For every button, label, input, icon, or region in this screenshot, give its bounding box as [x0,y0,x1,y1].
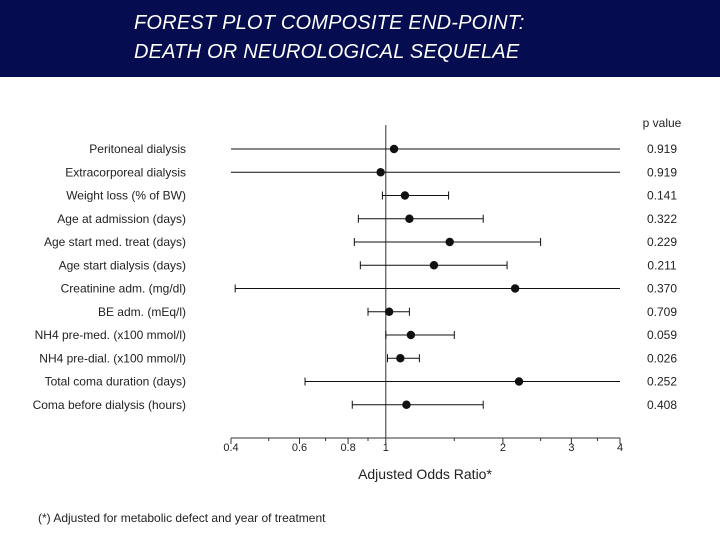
odds-ratio-point [446,238,454,246]
slide-title-line-1: FOREST PLOT COMPOSITE END-POINT: [134,12,525,34]
row-label: Coma before dialysis (hours) [32,397,186,412]
row-label: Peritoneal dialysis [89,142,186,156]
forest-row [59,258,677,272]
forest-row [45,375,678,389]
forest-row [33,398,678,412]
row-label: Extracorporeal dialysis [65,165,186,180]
footnote: (*) Adjusted for metabolic defect and year of treatment [38,511,326,525]
row-label: BE adm. (mEq/l) [97,304,186,319]
row-label: Creatinine adm. (mg/dl) [60,281,186,296]
plot-rows [33,142,678,412]
odds-ratio-point [376,168,384,176]
row-label: NH4 pre-med. (x100 mmol/l) [34,328,186,342]
forest-row [89,142,677,156]
p-value: 0.322 [646,211,678,226]
x-tick-label: 0.8 [340,442,356,454]
x-tick-label: 0.4 [223,442,239,454]
odds-ratio-point [385,308,393,316]
pvalue-header: p value [642,116,682,130]
odds-ratio-point [430,261,438,269]
odds-ratio-point [402,401,410,409]
x-tick-label: 1 [382,442,389,454]
forest-row [66,189,677,203]
p-value: 0.211 [647,258,677,273]
p-value: 0.059 [646,328,678,342]
forest-row [57,212,677,226]
odds-ratio-point [390,145,398,153]
odds-ratio-point [407,331,415,339]
x-axis-label: Adjusted Odds Ratio* [358,466,492,482]
p-value: 0.141 [646,188,678,203]
p-value: 0.919 [646,142,678,156]
odds-ratio-point [515,377,523,385]
forest-row [61,282,678,296]
odds-ratio-point [405,215,413,223]
row-label: NH4 pre-dial. (x100 mmol/l) [39,351,186,366]
x-tick-label: 0.6 [291,442,308,454]
p-value: 0.026 [646,351,678,366]
slide-title-line-2: DEATH OR NEUROLOGICAL SEQUELAE [134,41,520,63]
row-label: Total coma duration (days) [44,374,186,389]
odds-ratio-point [396,354,404,362]
row-label: Age at admission (days) [57,211,186,226]
x-tick-label: 3 [568,442,575,454]
odds-ratio-point [401,191,409,199]
x-tick-label: 4 [616,442,624,454]
p-value: 0.252 [646,374,678,389]
p-value: 0.370 [646,281,678,296]
forest-row [98,305,677,319]
forest-row [39,351,677,365]
p-value: 0.919 [646,165,678,180]
row-label: Age start med. treat (days) [43,235,186,249]
row-label: Age start dialysis (days) [58,258,186,273]
forest-row [35,328,678,342]
forest-row [44,235,677,249]
p-value: 0.709 [646,304,678,319]
odds-ratio-point [511,284,519,292]
p-value: 0.408 [646,397,678,412]
p-value: 0.229 [646,235,678,249]
row-label: Weight loss (% of BW) [66,188,186,203]
x-tick-label: 2 [499,442,506,454]
forest-row [65,165,677,179]
